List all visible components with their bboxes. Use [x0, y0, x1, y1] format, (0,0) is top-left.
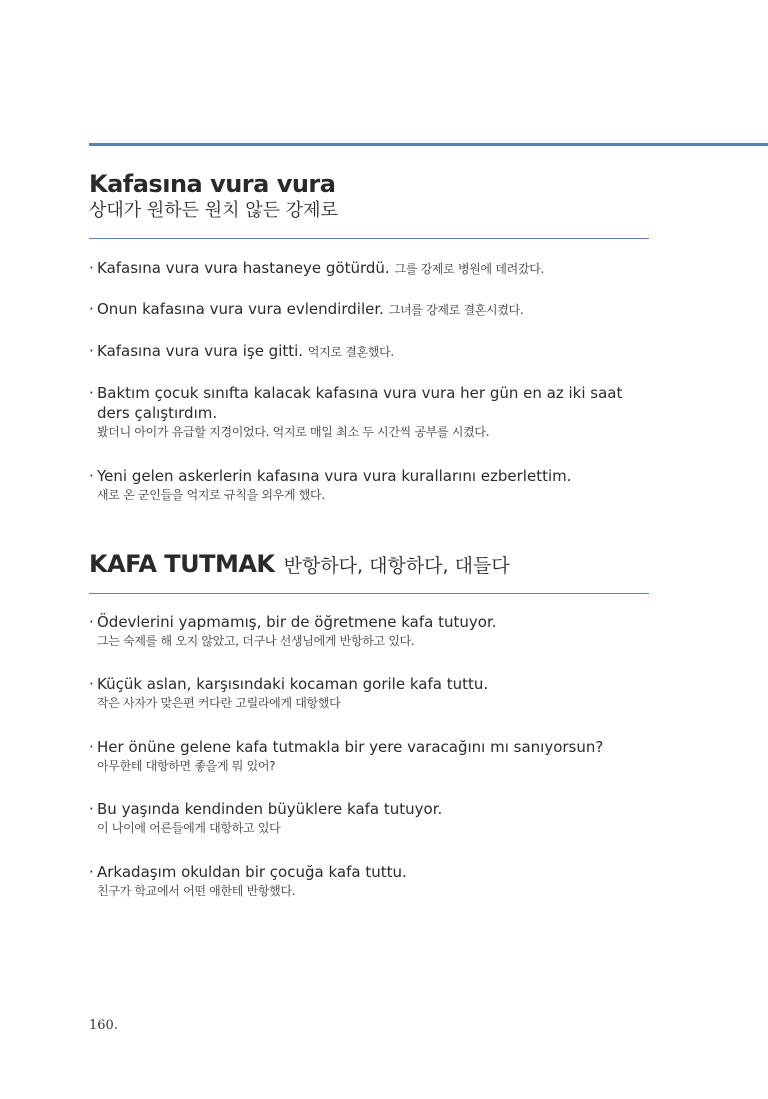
bullet: · [89, 384, 94, 402]
bullet: · [89, 738, 94, 756]
example-entry [89, 612, 649, 650]
section-subtitle: 반항하다, 대항하다, 대들다 [283, 555, 510, 577]
section-kafa-tutmak-heading [89, 550, 649, 579]
turkish-sentence: Ödevlerini yapmamış, bir de öğretmene kafa tutuyor. [97, 613, 497, 631]
korean-translation: 이 나이에 어른들에게 대항하고 있다 [97, 821, 281, 835]
bullet: · [89, 259, 94, 277]
bullet: · [89, 800, 94, 818]
section-divider [89, 593, 649, 594]
example-entry [89, 466, 649, 504]
section-subtitle: 상대가 원하든 원치 않든 강제로 [89, 200, 338, 221]
bullet: · [89, 613, 94, 631]
turkish-sentence: Her önüne gelene kafa tutmakla bir yere varacağını mı sanıyorsun? [97, 738, 604, 756]
section-title: KAFA TUTMAK [89, 550, 275, 578]
example-entry [89, 862, 649, 900]
korean-translation: 그녀를 강제로 결혼시켰다. [388, 303, 524, 317]
turkish-sentence: Baktım çocuk sınıfta kalacak kafasına vura vura her gün en az iki saat [97, 384, 623, 402]
section-divider [89, 238, 649, 239]
bullet: · [89, 675, 94, 693]
korean-translation: 작은 사자가 맞은편 커다란 고릴라에게 대항했다 [97, 696, 341, 710]
korean-translation: 그는 숙제를 해 오지 않았고, 더구나 선생님에게 반항하고 있다. [97, 634, 415, 648]
turkish-sentence: Kafasına vura vura işe gitti. [97, 342, 304, 360]
section-kafasina-vura-vura-heading [89, 170, 649, 224]
example-entry [89, 258, 649, 279]
turkish-sentence: Küçük aslan, karşısındaki kocaman gorile kafa tuttu. [97, 675, 489, 693]
turkish-sentence: Yeni gelen askerlerin kafasına vura vura kurallarını ezberlettim. [97, 467, 572, 485]
bullet: · [89, 467, 94, 485]
korean-translation: 아무한테 대항하면 좋을게 뭐 있어? [97, 759, 276, 773]
section-title: Kafasına vura vura [89, 170, 336, 198]
top-divider [89, 143, 768, 146]
example-entry [89, 341, 649, 362]
turkish-sentence: Onun kafasına vura vura evlendirdiler. [97, 300, 384, 318]
bullet: · [89, 863, 94, 881]
korean-translation: 새로 온 군인들을 억지로 규칙을 외우게 했다. [97, 488, 325, 502]
turkish-sentence: Arkadaşım okuldan bir çocuğa kafa tuttu. [97, 863, 407, 881]
korean-translation: 친구가 학교에서 어떤 애한테 반항했다. [97, 884, 296, 898]
korean-translation: 그를 강제로 병원에 데려갔다. [394, 262, 545, 276]
bullet: · [89, 342, 94, 360]
korean-translation: 억지로 결혼했다. [307, 345, 394, 359]
turkish-sentence: Bu yaşında kendinden büyüklere kafa tutuyor. [97, 800, 443, 818]
turkish-sentence: Kafasına vura vura hastaneye götürdü. [97, 259, 390, 277]
korean-translation: 봤더니 아이가 유급할 지경이었다. 억지로 매일 최소 두 시간씩 공부를 시켰다. [97, 425, 490, 439]
example-entry [89, 299, 649, 320]
example-entry [89, 674, 649, 712]
turkish-sentence-continued: ders çalıştırdım. [97, 404, 218, 422]
example-entry [89, 383, 649, 441]
bullet: · [89, 300, 94, 318]
example-entry [89, 737, 649, 775]
page-number: 160. [89, 1018, 118, 1033]
example-entry [89, 799, 649, 837]
